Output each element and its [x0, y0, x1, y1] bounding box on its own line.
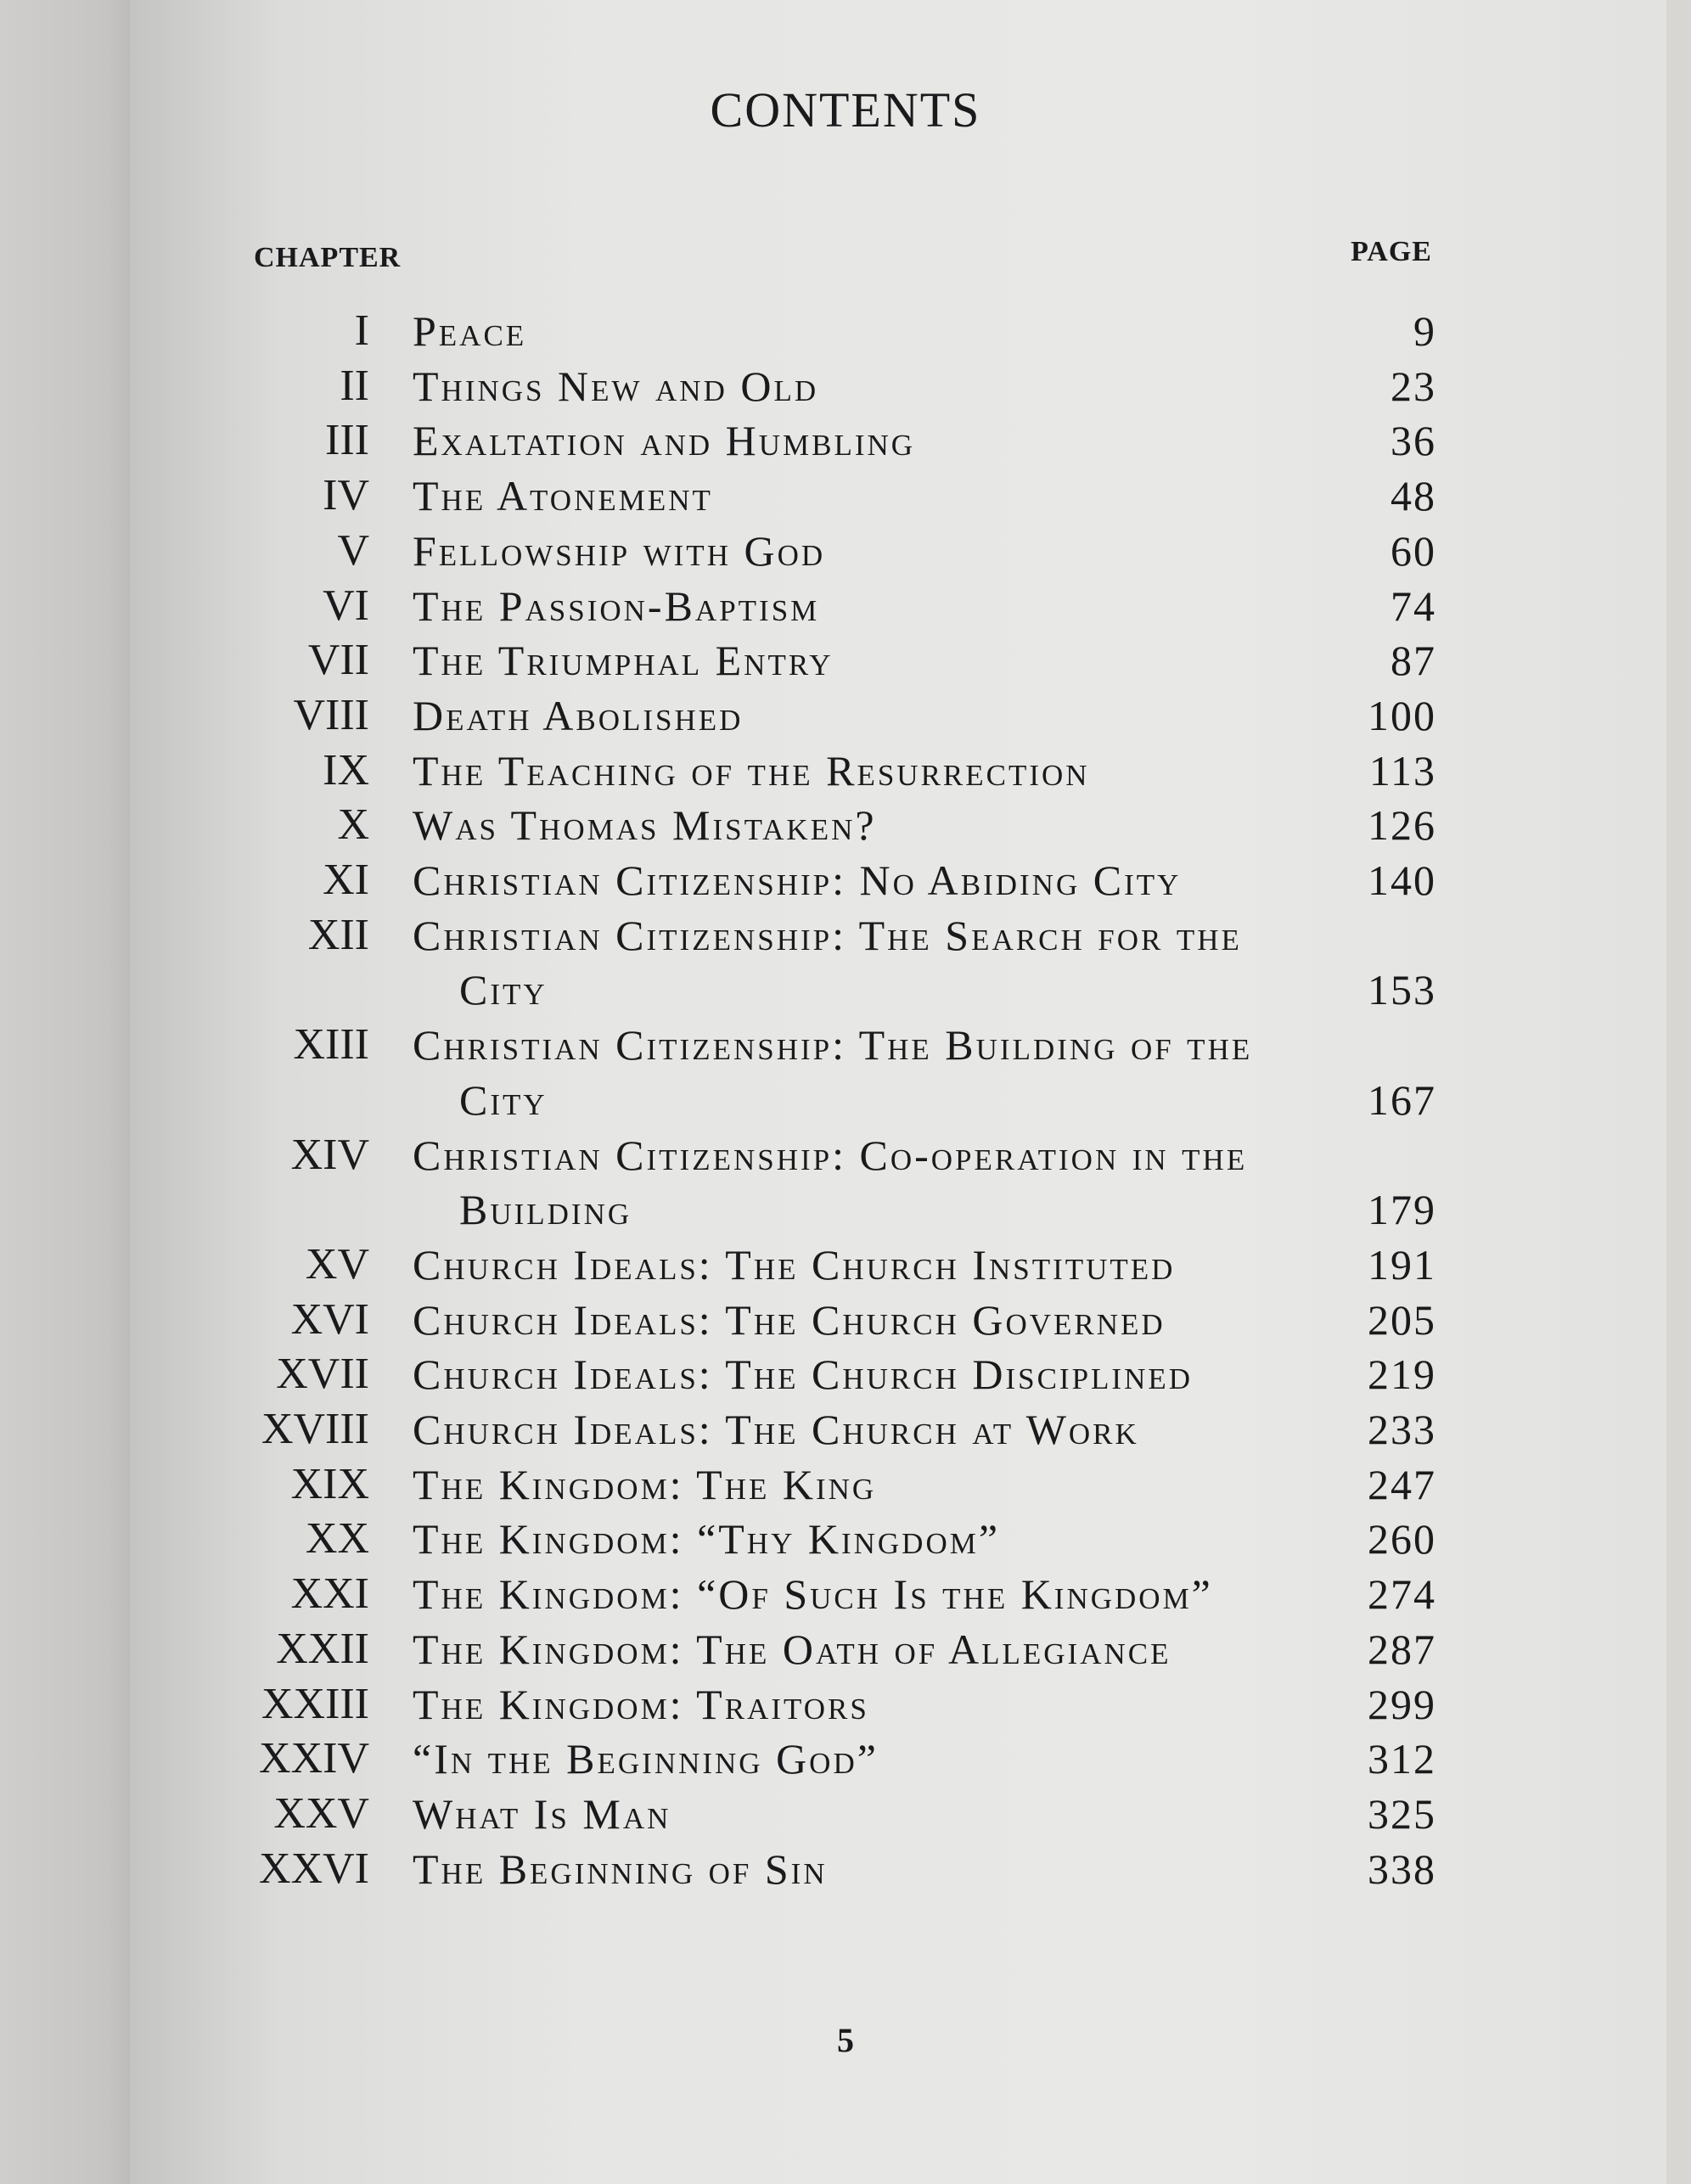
chapter-numeral: VII [307, 636, 369, 685]
chapter-page-number: 338 [1368, 1844, 1436, 1893]
chapter-title: Christian Citizenship: The Search for the [413, 911, 1242, 959]
toc-entry [0, 908, 1691, 963]
chapter-page-number: 36 [1390, 417, 1436, 465]
chapter-page-number: 140 [1368, 856, 1436, 904]
toc-entry-continuation [0, 1182, 1691, 1237]
chapter-page-number: 274 [1368, 1570, 1436, 1619]
chapter-page-number: 219 [1368, 1350, 1436, 1399]
chapter-title: The Atonement [413, 472, 713, 520]
toc-entry [0, 524, 1691, 578]
chapter-numeral: VIII [293, 690, 369, 739]
toc-entry [0, 1457, 1691, 1512]
chapter-title: Church Ideals: The Church Disciplined [413, 1350, 1194, 1399]
chapter-numeral: XIV [290, 1130, 369, 1179]
chapter-numeral: XXVI [259, 1844, 369, 1893]
chapter-title: The Kingdom: “Of Such Is the Kingdom” [413, 1570, 1213, 1619]
toc-entry-continuation [0, 1073, 1691, 1127]
chapter-numeral: II [340, 361, 369, 410]
page-number: 5 [837, 2021, 854, 2059]
chapter-page-number: 9 [1413, 307, 1436, 355]
chapter-title: The Triumphal Entry [413, 637, 834, 685]
chapter-page-number: 153 [1368, 966, 1436, 1014]
chapter-title: Fellowship with God [413, 526, 826, 575]
toc-entry-continuation [0, 963, 1691, 1017]
chapter-title: Peace [413, 307, 527, 355]
toc-entry [0, 359, 1691, 413]
toc-entry [0, 413, 1691, 468]
chapter-page-number: 179 [1368, 1186, 1436, 1234]
chapter-numeral: XXI [290, 1569, 369, 1619]
chapter-title: What Is Man [413, 1789, 671, 1838]
chapter-page-number: 287 [1368, 1625, 1436, 1673]
chapter-numeral: XXIV [259, 1734, 369, 1783]
chapter-numeral: XIX [290, 1459, 369, 1508]
toc-entry [0, 688, 1691, 743]
chapter-title: Church Ideals: The Church at Work [413, 1406, 1139, 1453]
chapter-numeral: III [325, 416, 369, 465]
toc-entry [0, 1787, 1691, 1841]
toc-entry [0, 1293, 1691, 1347]
chapter-page-number: 299 [1368, 1680, 1436, 1728]
chapter-title: The Passion-Baptism [413, 581, 820, 630]
chapter-numeral: XVIII [261, 1405, 369, 1453]
chapter-title: Building [459, 1186, 632, 1234]
chapter-numeral: V [337, 525, 369, 575]
chapter-title: Christian Citizenship: Co-operation in the [413, 1131, 1248, 1179]
chapter-title: Church Ideals: The Church Governed [413, 1295, 1166, 1344]
chapter-page-number: 60 [1390, 526, 1436, 575]
chapter-page-number: 191 [1368, 1240, 1436, 1289]
chapter-page-number: 87 [1390, 637, 1436, 685]
chapter-title: Exaltation and Humbling [413, 417, 916, 465]
chapter-title: The Kingdom: Traitors [413, 1680, 869, 1728]
chapter-page-number: 113 [1368, 746, 1436, 794]
chapter-title: “In the Beginning God” [413, 1735, 879, 1783]
chapter-numeral: XX [305, 1514, 369, 1564]
chapter-page-number: 260 [1368, 1515, 1436, 1564]
chapter-page-number: 126 [1368, 801, 1436, 850]
toc-entry [0, 1677, 1691, 1732]
toc-entry [0, 304, 1691, 358]
chapter-title: The Kingdom: The King [413, 1460, 877, 1508]
chapter-column-header: CHAPTER [254, 242, 402, 273]
toc-entry [0, 1018, 1691, 1072]
chapter-page-number: 325 [1368, 1789, 1436, 1838]
chapter-title: Christian Citizenship: No Abiding City [413, 856, 1182, 904]
chapter-numeral: XVI [290, 1294, 369, 1344]
chapter-title: Things New and Old [413, 362, 819, 410]
toc-entry [0, 633, 1691, 688]
chapter-numeral: XV [305, 1239, 369, 1289]
chapter-numeral: XXIII [261, 1679, 369, 1728]
toc-entry [0, 744, 1691, 798]
chapter-page-number: 233 [1368, 1406, 1436, 1453]
chapter-numeral: I [354, 306, 369, 355]
toc-entry [0, 1402, 1691, 1457]
chapter-title: The Kingdom: “Thy Kingdom” [413, 1515, 1001, 1564]
toc-entry [0, 1567, 1691, 1621]
chapter-title: City [459, 966, 548, 1014]
chapter-title: City [459, 1075, 548, 1124]
chapter-numeral: VI [323, 581, 369, 630]
chapter-page-number: 48 [1390, 472, 1436, 520]
toc-entry [0, 853, 1691, 907]
toc-entry [0, 1238, 1691, 1292]
chapter-numeral: IV [323, 471, 369, 520]
toc-entry [0, 1842, 1691, 1896]
chapter-title: The Kingdom: The Oath of Allegiance [413, 1625, 1171, 1673]
chapter-page-number: 74 [1390, 581, 1436, 630]
toc-entry [0, 798, 1691, 852]
toc-entry [0, 1732, 1691, 1786]
page-column-header: PAGE [1351, 236, 1432, 267]
chapter-page-number: 100 [1368, 691, 1436, 739]
toc-entry [0, 1347, 1691, 1401]
chapter-title: The Teaching of the Resurrection [413, 746, 1090, 794]
chapter-page-number: 247 [1368, 1460, 1436, 1508]
chapter-title: Church Ideals: The Church Instituted [413, 1240, 1176, 1289]
toc-entry [0, 1128, 1691, 1182]
toc-entry [0, 469, 1691, 523]
chapter-title: Death Abolished [413, 691, 744, 739]
chapter-title: Christian Citizenship: The Building of the [413, 1021, 1253, 1070]
chapter-title: The Beginning of Sin [413, 1844, 828, 1893]
chapter-page-number: 167 [1368, 1075, 1436, 1124]
toc-entry [0, 579, 1691, 633]
chapter-title: Was Thomas Mistaken? [413, 801, 877, 850]
chapter-numeral: IX [323, 745, 369, 794]
chapter-numeral: X [337, 800, 369, 850]
chapter-page-number: 312 [1368, 1735, 1436, 1783]
chapter-page-number: 205 [1368, 1295, 1436, 1344]
toc-entry [0, 1512, 1691, 1566]
chapter-numeral: XIII [293, 1020, 369, 1070]
page-title: CONTENTS [710, 82, 981, 138]
chapter-numeral: XII [307, 910, 369, 959]
chapter-numeral: XXV [273, 1788, 369, 1838]
chapter-numeral: XI [323, 856, 369, 904]
chapter-page-number: 23 [1390, 362, 1436, 410]
chapter-numeral: XXII [276, 1624, 369, 1673]
toc-entry [0, 1622, 1691, 1676]
chapter-numeral: XVII [276, 1350, 369, 1399]
